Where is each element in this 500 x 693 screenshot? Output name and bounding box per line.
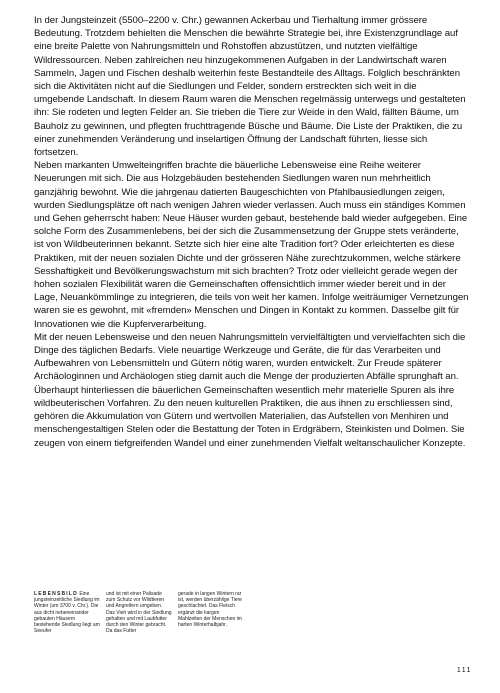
paragraph-3: Mit der neuen Lebensweise und den neuen Nahrungsmitteln vervielfältigten und vervielfachten sich die Dinge des täglichen Bedarfs. Viele neuartige Werkzeuge und Geräte, die für das Verarbeiten und Aufbewahren von Lebensmitteln und Gütern nötig waren, wurden entwickelt. Zur Freude späterer Archäologinnen und Archäologen stieg damit auch die Menge der produzierten Abfälle sprunghaft an. Überhaupt hinterliessen die bäuerlichen Gemeinschaften wesentlich mehr materielle Spuren als ihre wildbeuterischen Vorfahren. Zu den neuen kulturellen Praktiken, die aus ihnen zu erschliessen sind, gehören die Akkumulation von Gütern und wertvollen Materialien, das Aufstellen von Menhiren und menschengestaltigen Stelen oder die Bestattung der Toten in Erdgräbern, Steinkisten und Dolmen. Sie zeugen von einem tiefgreifenden Wandel und einer zunehmenden Vielfalt weltanschaulicher Konzepte. bbox=[34, 331, 466, 449]
paragraph-2: Neben markanten Umwelteingriffen brachte die bäuerliche Lebensweise eine Reihe weiterer Neuerungen mit sich. Die aus Holzgebäuden bestehenden Siedlungen waren nun mehrheitlich ganzjährig bewohnt. Wie die jahrgenau datierten Baugeschichten von Pfahlbausiedlungen zeigen, wurden Siedlungsplätze oft nach wenigen Jahren wieder verlassen. Auch muss ein ständiges Kommen und Gehen geherrscht haben: Neue Häuser wurden gebaut, bestehende bald wieder aufgegeben. Eine solche Form des Zusammenlebens, bei der sich die Zusammensetzung der Gruppe stets veränderte, ist von Wildbeuterinnen bekannt. Setzte sich hier eine alte Tradition fort? Oder erleichterten es diese Praktiken, mit der neuen sozialen Dichte und der grösseren Nähe zurechtzukommen, welche stärkere Sesshaftigkeit und Bevölkerungswachstum mit sich brachten? Trotz oder vielleicht gerade wegen der hohen sozialen Flexibilität waren die Gemeinschaften offensichtlich immer wieder bereit und in der Lage, Neuankömmlinge zu integrieren, die teils von weit her kamen. Infolge weiträumiger Vernetzungen waren sie es gewohnt, mit «fremden» Menschen und Dingen in Kontakt zu kommen. Dasselbe gilt für Innovationen wie die Kupferverarbeitung. bbox=[34, 160, 469, 330]
paragraph-1: In der Jungsteinzeit (5500–2200 v. Chr.) gewannen Ackerbau und Tierhaltung immer grössere Bedeutung. Trotzdem behielten die Menschen die bewährte Strategie bei, ihre Existenzgrundlage auf eine breite Palette von Nahrungsmitteln und Rohstoffen abzustützen, und nutzten vielfältige Wildressourcen. Neben zahlreichen neu hinzugekommenen Aufgaben in der Landwirtschaft waren Sammeln, Jagen und Fischen deshalb weiterhin feste Bestandteile des Alltags. Folglich beschränkten sich die Aktivitäten nicht auf die Siedlungen und Felder, sondern erstreckten sich weit in die umgebende Landschaft. In diesem Raum waren die Menschen regelmässig unterwegs und gestalteten ihn: Sie rodeten und legten Felder an. Sie trieben die Tiere zur Weide in den Wald, fällten Bäume, um Bauholz zu gewinnen, und pflegten fruchttragende Büsche und Bäume. Die Liste der Praktiken, die zu einer zunehmenden Veränderung und inselartigen Öffnung der Landschaft führten, liesse sich fortsetzen. bbox=[34, 15, 466, 159]
caption-column-2: und ist mit einer Palisade zum Schutz vor Wildtieren und Angreifern umgeben. Das Vieh wird in der Siedlung gehalten und mit Laubfutter durch den Winter gebracht. Da das Futter bbox=[106, 591, 172, 635]
caption-column-1 bbox=[34, 591, 100, 634]
caption-column-3: gerade in langen Wintern rar ist, werden überzählige Tiere geschlachtet. Das Fleisch ergänzt die kargen Mahlzeiten der Menschen im harten Winterhalbjahr. bbox=[178, 591, 242, 629]
main-text bbox=[34, 14, 469, 450]
caption-text-1: Eine jungsteinzeitliche Siedlung im Winter (um 3700 v. Chr.). Die aus dicht nebeneinander gebauten Häusern bestehende Siedlung liegt am Seeufer bbox=[34, 591, 100, 635]
image-caption bbox=[34, 591, 334, 634]
caption-label: LEBENSBILD bbox=[34, 591, 78, 597]
page-number: 111 bbox=[456, 667, 472, 674]
